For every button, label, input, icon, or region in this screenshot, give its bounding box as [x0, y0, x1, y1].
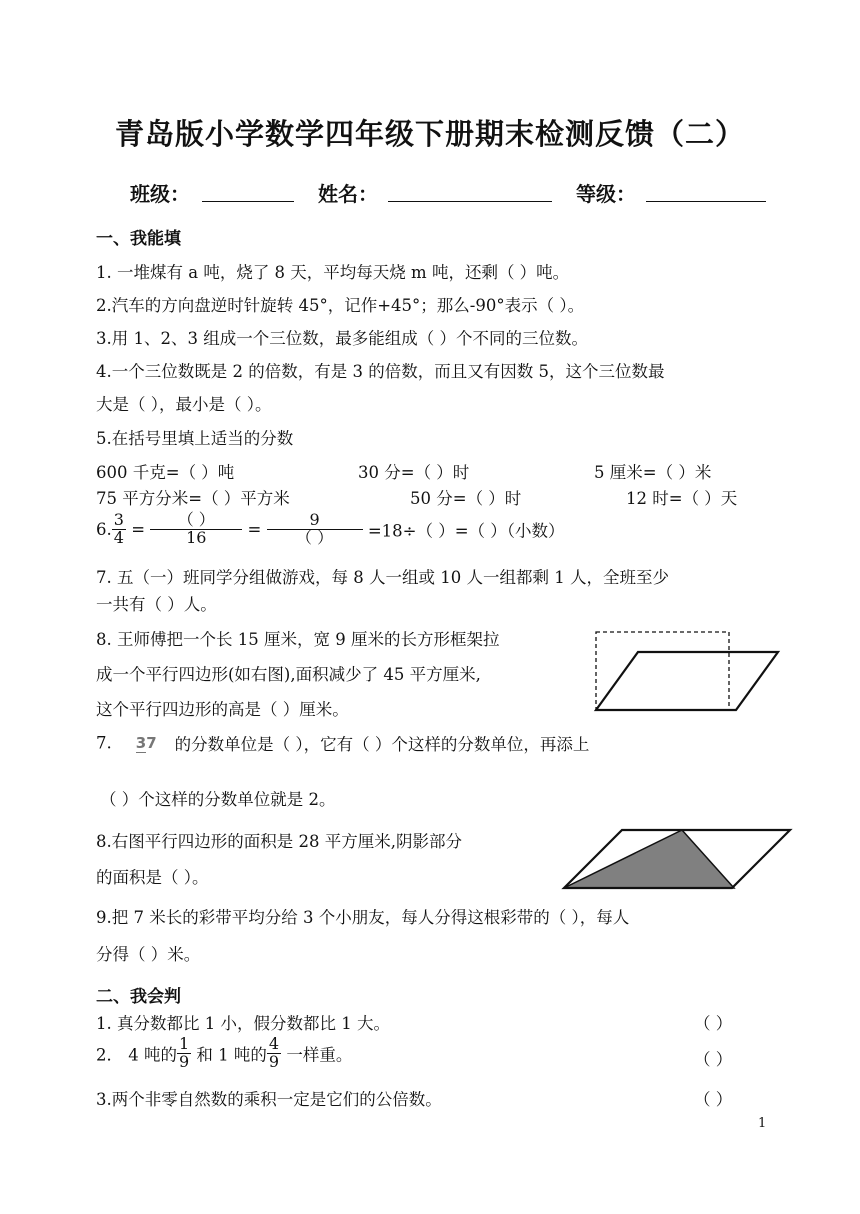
question-5: 5.在括号里填上适当的分数 [96, 429, 294, 448]
q5-row1-item1: 600 千克=（ ）吨 [96, 463, 235, 482]
j2-fraction-4-9: $\frac{4}{9}$ [268, 1034, 280, 1071]
dashed-rectangle [596, 632, 729, 710]
q5-row2-item2: 50 分=（ ）时 [410, 489, 522, 508]
question-3: 3.用 1、2、3 组成一个三位数，最多能组成（ ）个不同的三位数。 [96, 329, 588, 348]
question-9-line-1: 9.把 7 米长的彩带平均分给 3 个小朋友，每人分得这根彩带的（ ），每人 [96, 908, 630, 927]
q6-prefix: 6. [96, 519, 112, 539]
section-2-heading: 二、我会判 [96, 987, 181, 1007]
question-4-line-1: 4.一个三位数既是 2 的倍数，有是 3 的倍数，而且又有因数 5，这个三位数最 [96, 362, 665, 381]
question-7-line-1: 7. 五（一）班同学分组做游戏，每 8 人一组或 10 人一组都剩 1 人，全班至少 [96, 568, 669, 587]
class-label: 班级： [130, 182, 190, 206]
grade-label: 等级： [576, 182, 636, 206]
parallelogram-outline [596, 652, 778, 710]
q6-fraction-3-4: $\frac{3}{4}$ [113, 510, 124, 547]
question-2: 2.汽车的方向盘逆时针旋转 45°，记作+45°；那么-90°表示（ ）。 [96, 296, 585, 315]
section-1-heading: 一、我能填 [96, 229, 181, 249]
q6-equals-2: = [247, 519, 262, 539]
j2-tail: 一样重。 [281, 1045, 353, 1065]
q6-fraction-9-blank: $\frac{9}{( )}$ [267, 512, 363, 547]
question-7b-continued: （ ）个这样的分数单位就是 2。 [100, 790, 336, 809]
shaded-parallelogram-figure [556, 824, 796, 892]
q5-row1-item3: 5 厘米=（ ）米 [594, 463, 712, 482]
judge-2 [96, 1036, 352, 1071]
name-label: 姓名： [318, 182, 378, 206]
rectangle-to-parallelogram-figure [590, 628, 786, 714]
question-6 [96, 512, 565, 547]
grade-field[interactable] [646, 201, 766, 202]
question-8-line-2: 成一个平行四边形(如右图),面积减少了 45 平方厘米, [96, 665, 481, 684]
q6-tail: =18÷（ ）=（ ）（小数） [367, 521, 565, 541]
question-8b-line-2: 的面积是（ ）。 [96, 868, 209, 887]
judge-3: 3.两个非零自然数的乘积一定是它们的公倍数。 [96, 1090, 442, 1109]
question-8b-line-1: 8.右图平行四边形的面积是 28 平方厘米,阴影部分 [96, 832, 462, 851]
page-title: 青岛版小学数学四年级下册期末检测反馈（二） [114, 117, 745, 151]
judge-1: 1. 真分数都比 1 小，假分数都比 1 大。 [96, 1014, 390, 1033]
question-7-line-2: 一共有（ ）人。 [96, 595, 217, 614]
question-4-line-2: 大是（ ），最小是（ ）。 [96, 395, 272, 414]
q7b-fraction-3-7: 37 [135, 733, 157, 752]
shaded-triangle [564, 830, 734, 888]
q6-equals-1: = [131, 519, 146, 539]
q7b-prefix: 7. [96, 733, 112, 753]
q5-row2-item3: 12 时=（ ）天 [626, 489, 738, 508]
j2-mid: 和 1 吨的 [191, 1045, 267, 1065]
judge-2-answer-box[interactable]: （ ） [694, 1050, 733, 1069]
judge-1-answer-box[interactable]: （ ） [694, 1014, 733, 1033]
question-1: 1. 一堆煤有 a 吨，烧了 8 天，平均每天烧 m 吨，还剩（ ）吨。 [96, 263, 570, 282]
class-field[interactable] [202, 201, 294, 202]
q5-row2-item1: 75 平方分米=（ ）平方米 [96, 489, 290, 508]
question-8-line-3: 这个平行四边形的高是（ ）厘米。 [96, 700, 349, 719]
question-9-line-2: 分得（ ）米。 [96, 945, 201, 964]
question-7b [96, 731, 589, 755]
j2-prefix: 2． 4 吨的 [96, 1045, 177, 1065]
page-number: 1 [758, 1116, 767, 1131]
j2-fraction-1-9: $\frac{1}{9}$ [179, 1034, 190, 1071]
q6-fraction-blank-16: $\frac{( )}{16}$ [150, 512, 242, 547]
name-field[interactable] [388, 201, 552, 202]
judge-3-answer-box[interactable]: （ ） [694, 1090, 733, 1109]
q7b-text: 的分数单位是（ ），它有（ ）个这样的分数单位，再添上 [174, 735, 590, 754]
q5-row1-item2: 30 分=（ ）时 [358, 463, 470, 482]
question-8-line-1: 8. 王师傅把一个长 15 厘米，宽 9 厘米的长方形框架拉 [96, 630, 500, 649]
